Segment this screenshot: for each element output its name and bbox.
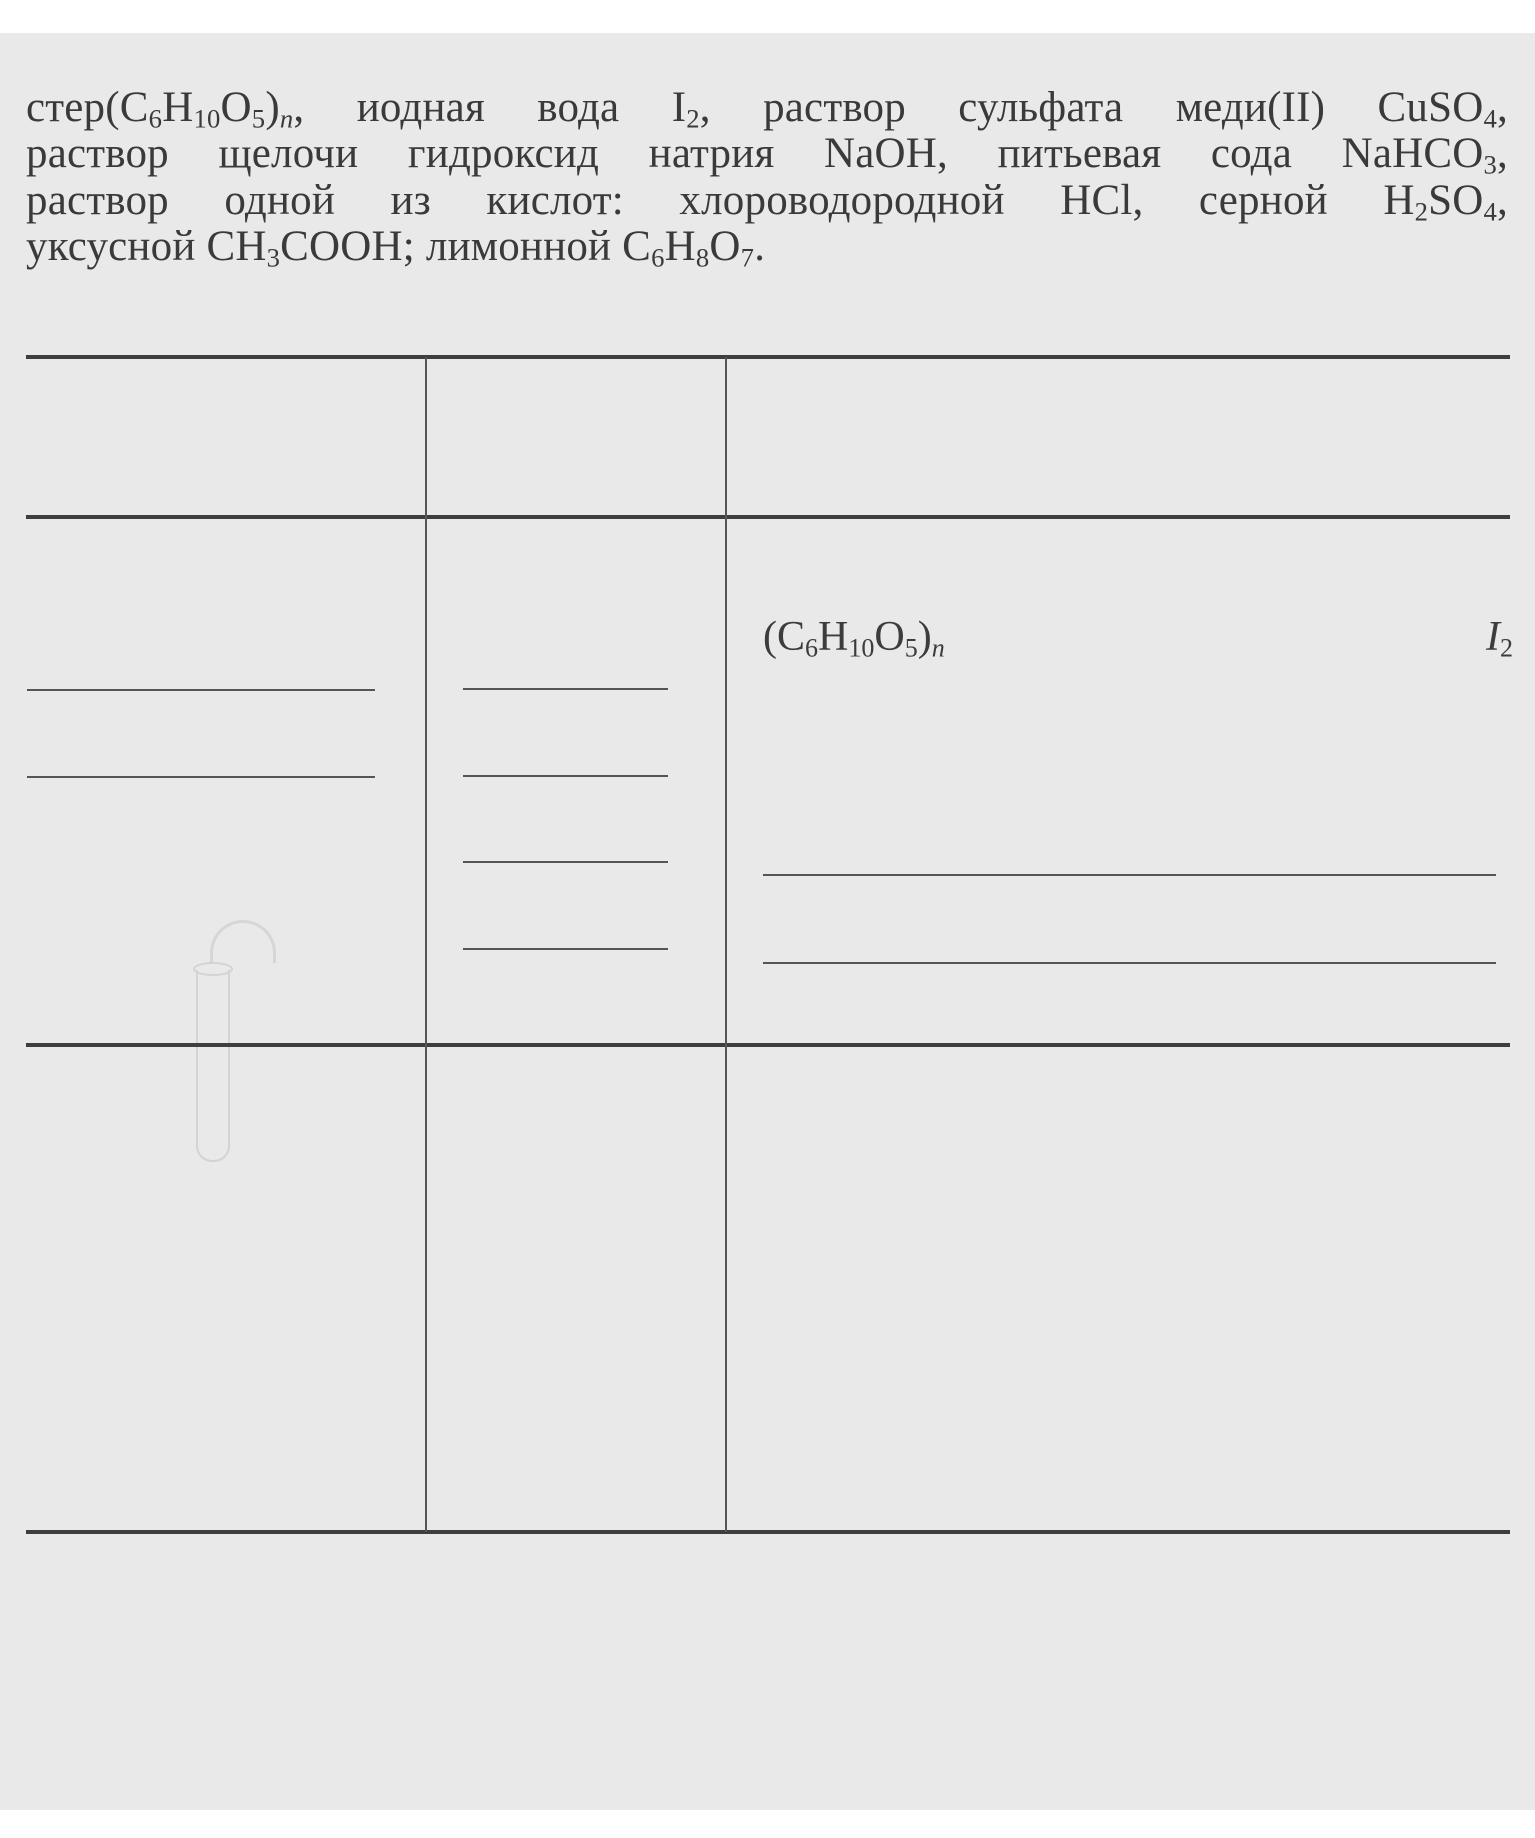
table-bottom-rule	[26, 1530, 1510, 1534]
row-1-observations-blank[interactable]	[463, 861, 668, 863]
reagents-line-2: $стер(C_6H_{10}O_5)_n$, иодная вода $I_2$, раствор сульфата меди(II) CuSO$_4$,	[26, 83, 1508, 134]
column-divider-1	[425, 357, 427, 1532]
reagents-line-3: раствор щелочи гидроксид натрия NaOH, питьевая сода NaHCO$_3$,	[26, 130, 1508, 180]
row-1-observations-blank[interactable]	[463, 948, 668, 950]
top-banner	[0, 0, 1535, 33]
reagents-line-5: уксусной $CH_3COOH$; лимонной $C_6H_8O_7$.	[26, 223, 766, 273]
column-divider-2	[725, 357, 727, 1532]
test-tube-icon	[196, 970, 230, 1162]
row-1-observations-blank[interactable]	[463, 775, 668, 777]
header-bottom-rule	[26, 515, 1510, 519]
row-1-conditions-blank[interactable]	[27, 689, 375, 691]
reagents-line-1	[26, 38, 1508, 85]
row-1-bottom-rule	[26, 1043, 1510, 1047]
table-top-rule	[26, 355, 1510, 359]
row-1-conditions-blank[interactable]	[27, 776, 375, 778]
row-1-conclusion-blank[interactable]	[763, 962, 1496, 964]
row-1-conclusion-text: $(C_6H_{10}O_5)_n$ $I_2$	[763, 614, 1513, 663]
row-1-conclusion-blank[interactable]	[763, 874, 1496, 876]
reagents-line-4: раствор одной из кислот: хлороводородной HCl, серной $H_2SO_4$,	[26, 176, 1508, 227]
row-1-observations-blank[interactable]	[463, 688, 668, 690]
reagents-paragraph	[26, 38, 1508, 271]
